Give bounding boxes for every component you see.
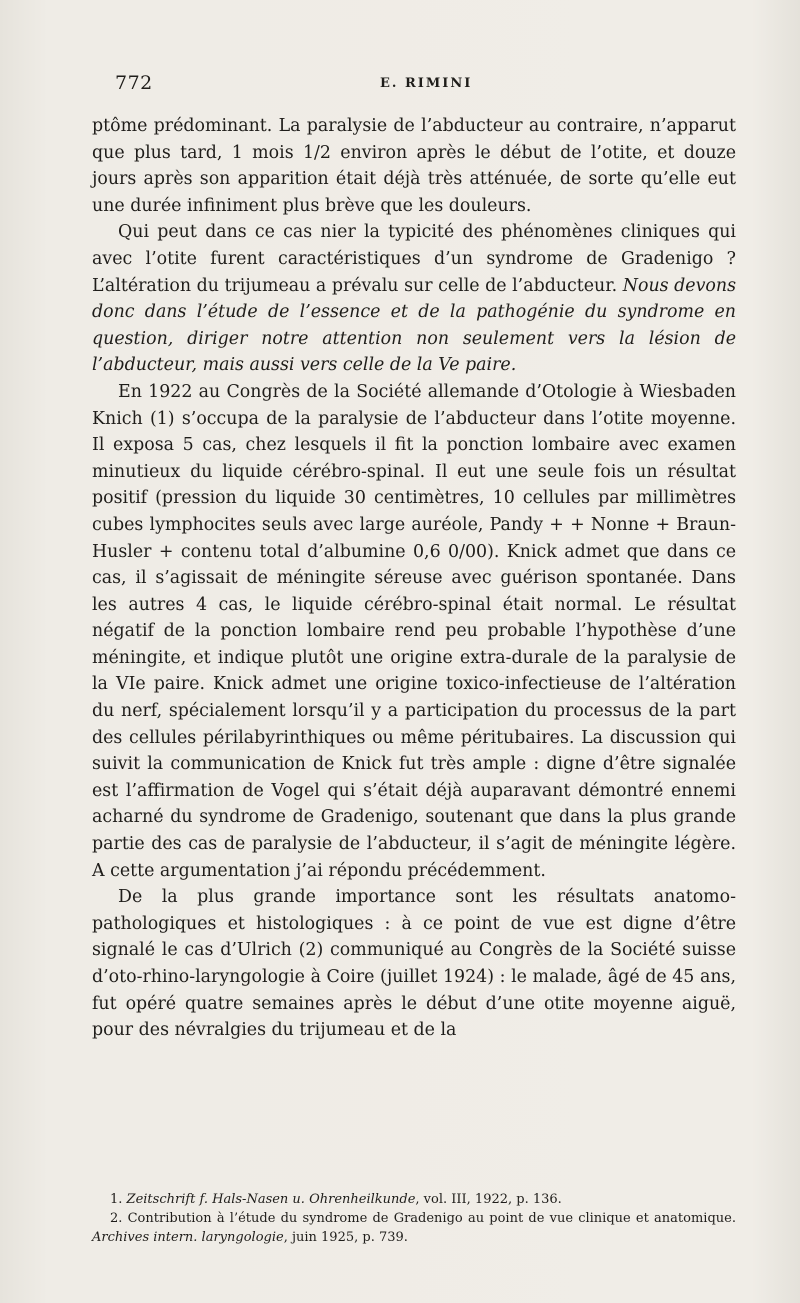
paragraph-2-text: Qui peut dans ce cas nier la typicité des phénomènes cliniques qui avec l’otite furent caractéristiques d’un syndrome de Gradenigo ? L’altération du trijumeau a prévalu sur celle de l’abducteur. — [92, 222, 736, 296]
paragraph-3: En 1922 au Congrès de la Société allemande d’Otologie à Wiesbaden Knich (1) s’occupa de la paralysie de l’abducteur dans l’otite moyenne. Il exposa 5 cas, chez lesquels il fit la ponction lombaire avec examen minutieux du liquide cérébro-spinal. Il eut une seule fois un résultat positif (pression du liquide 30 centimètres, 10 cellules par millimètres cubes lymphocites seuls avec large auréole, Pandy + + Nonne + Braun-Husler + contenu total d’albumine 0,6 0/00). Knick admet que dans ce cas, il s’agissait de méningite séreuse avec guérison spontanée. Dans les autres 4 cas, le liquide cérébro-spinal était normal. Le résultat négatif de la ponction lombaire rend peu probable l’hypothèse d’une méningite, et indique plutôt une origine extra-durale de la paralysie de la VIe paire. Knick admet une origine toxico-infectieuse de l’altération du nerf, spécialement lorsqu’il y a participation du processus de la part des cellules périlabyrinthiques ou même péritubaires. La discussion qui suivit la communication de Knick fut très ample : digne d’être signalée est l’affirmation de Vogel qui s’était déjà auparavant démontré ennemi acharné du syndrome de Gradenigo, soutenant que dans la plus grande partie des cas de paralysie de l’abducteur, il s’agit de méningite légère. A cette argumentation j’ai répondu précédemment. — [92, 381, 736, 881]
body-text — [92, 113, 736, 1044]
running-head: E. RIMINI — [380, 76, 473, 91]
footnote-1-details: , vol. III, 1922, p. 136. — [415, 1192, 562, 1207]
footnote-1-number: 1. — [110, 1192, 127, 1207]
page-header — [115, 72, 735, 94]
footnotes — [92, 1190, 736, 1247]
paragraph-4: De la plus grande importance sont les résultats anatomo-pathologiques et histologiques : à ce point de vue est digne d’être signalé le cas d’Ulrich (2) communiqué au Congrès de la Société suisse d’oto-rhino-laryngologie à Coire (juillet 1924) : le malade, âgé de 45 ans, fut opéré quatre semaines après le début d’une otite moyenne aiguë, pour des névralgies du trijumeau et de la — [92, 887, 736, 1041]
footnote-2-journal: Archives intern. laryngologie — [92, 1230, 284, 1245]
footnote-1 — [92, 1190, 736, 1209]
paragraph-2-italic: Nous devons donc dans l’étude de l’essence et de la pathogénie du syndrome en question, diriger notre attention non seulement vers la lésion de l’abducteur, mais aussi vers celle de la Ve paire. — [92, 275, 736, 376]
page-number: 772 — [115, 72, 153, 94]
footnote-2 — [92, 1209, 736, 1247]
paragraph-1: ptôme prédominant. La paralysie de l’abducteur au contraire, n’apparut que plus tard, 1 mois 1/2 environ après le début de l’otite, et douze jours après son apparition était déjà très atténuée, de sorte qu’elle eut une durée infiniment plus brève que les douleurs. — [92, 116, 736, 216]
footnote-1-journal: Zeitschrift f. Hals-Nasen u. Ohrenheilkunde — [126, 1192, 416, 1207]
footnote-2-details: , juin 1925, p. 739. — [283, 1230, 408, 1245]
footnote-2-title: 2. Contribution à l’étude du syndrome de Gradenigo au point de vue clinique et anatomique. — [110, 1211, 736, 1226]
paragraph-2 — [92, 219, 736, 379]
